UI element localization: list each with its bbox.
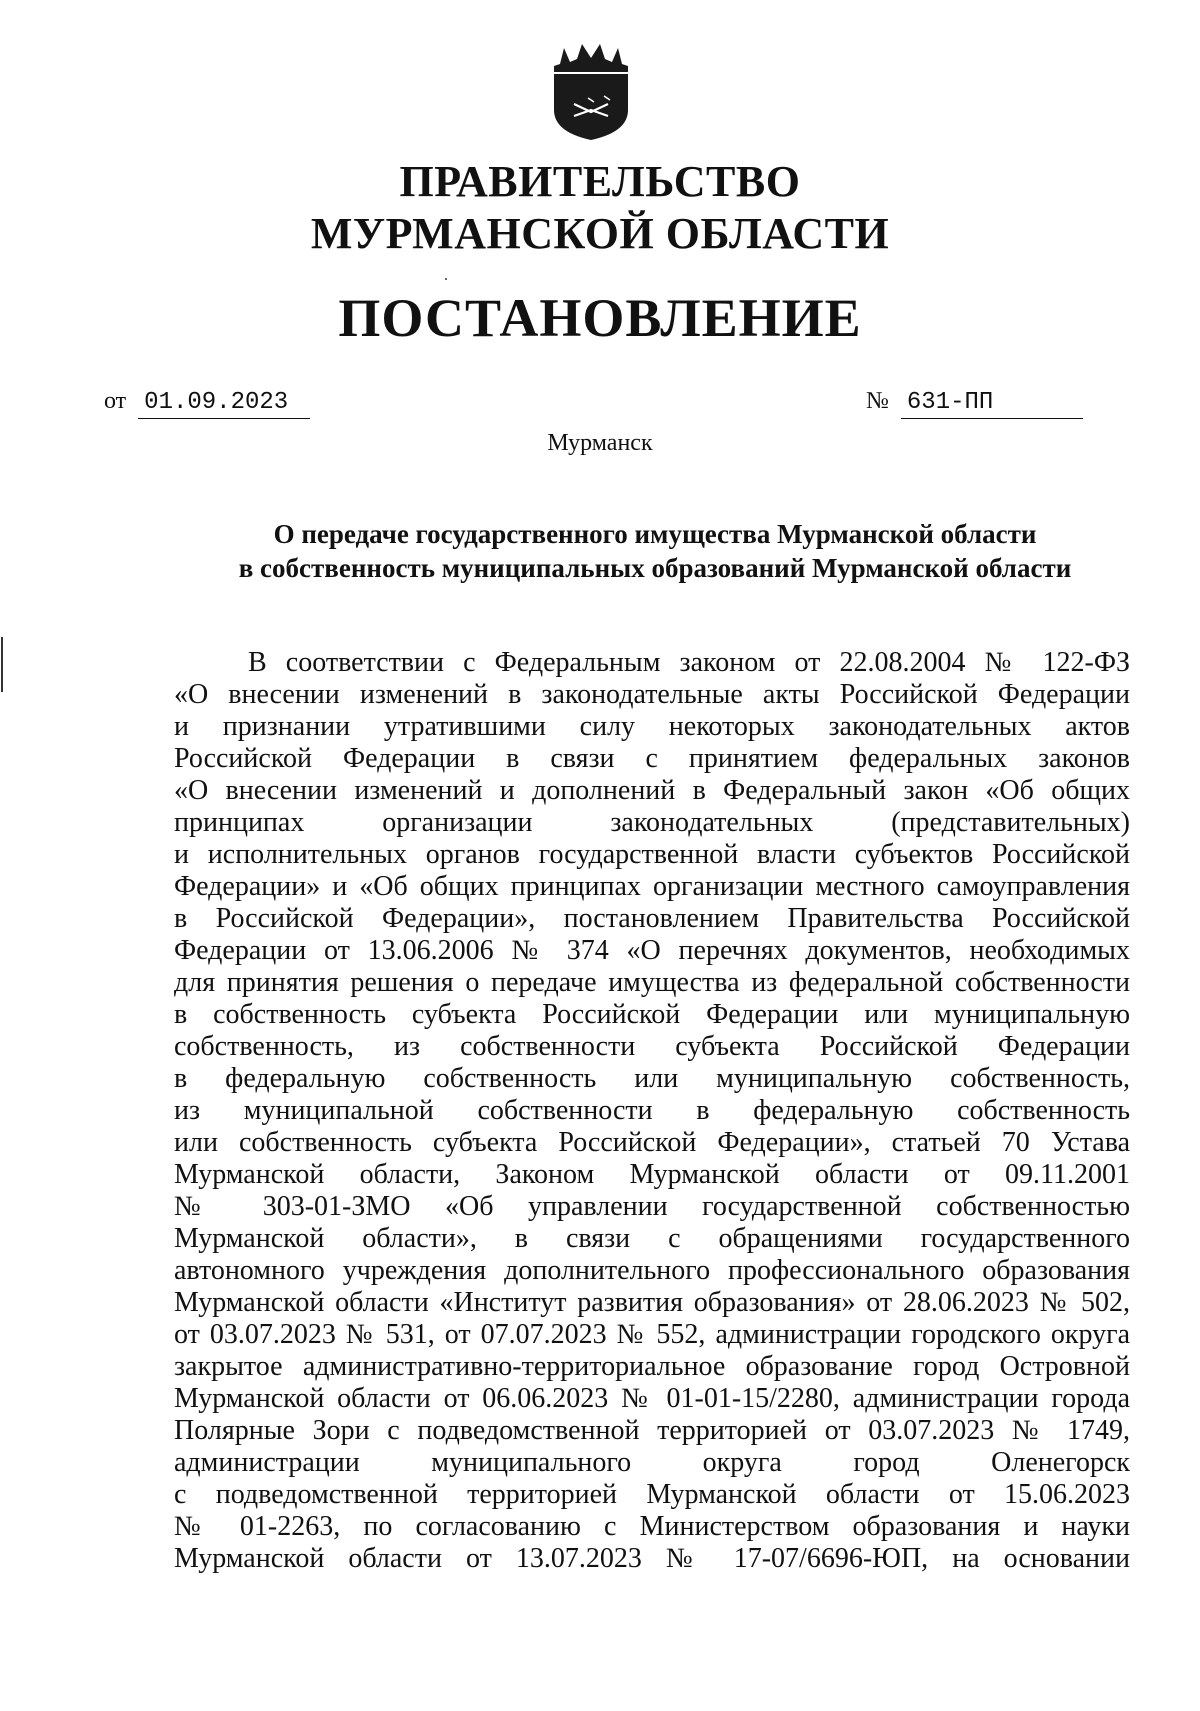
body-line: Федерации» и «Об общих принципах организации местного самоуправления: [174, 871, 1130, 902]
number-field: [866, 386, 1083, 419]
date-label: от: [104, 388, 127, 414]
body-line: в федеральную собственность или муниципальную собственность,: [174, 1063, 1130, 1094]
body-line: Мурманской области от 13.07.2023 № 17-07/6696-ЮП, на основании: [174, 1543, 1130, 1574]
body-line: Мурманской области», в связи с обращениями государственного: [174, 1223, 1130, 1254]
body-line: Российской Федерации в связи с принятием федеральных законов: [174, 743, 1130, 774]
body-line: принципах организации законодательных (представительных): [174, 807, 1130, 838]
body-line: или собственность субъекта Российской Федерации», статьей 70 Устава: [174, 1127, 1130, 1158]
body-line: «О внесении изменений в законодательные акты Российской Федерации: [174, 679, 1130, 710]
coat-of-arms-icon: [546, 32, 636, 142]
body-line: в собственность субъекта Российской Федерации или муниципальную: [174, 999, 1130, 1030]
body-line: «О внесении изменений и дополнений в Федеральный закон «Об общих: [174, 775, 1130, 806]
body-line: автономного учреждения дополнительного профессионального образования: [174, 1255, 1130, 1286]
organization-name-line1: ПРАВИТЕЛЬСТВО: [399, 157, 801, 206]
body-line: № 01-2263, по согласованию с Министерством образования и науки: [174, 1511, 1130, 1542]
body-line: в Российской Федерации», постановлением Правительства Российской: [174, 903, 1130, 934]
body-line: администрации муниципального округа город Оленегорск: [174, 1447, 1130, 1478]
body-line: Мурманской области «Институт развития образования» от 28.06.2023 № 502,: [174, 1287, 1130, 1318]
body-line: собственность, из собственности субъекта Российской Федерации: [174, 1031, 1130, 1062]
document-type: ПОСТАНОВЛЕНИЕ: [338, 288, 862, 348]
body-line: из муниципальной собственности в федеральную собственность: [174, 1095, 1130, 1126]
title-line: О передаче государственного имущества Мурманской области: [273, 519, 1037, 549]
body-line: Федерации от 13.06.2006 № 374 «О перечнях документов, необходимых: [174, 935, 1130, 966]
date-value: 01.09.2023: [138, 388, 310, 419]
title-line: в собственность муниципальных образований Мурманской области: [238, 553, 1072, 583]
organization-name-line2: МУРМАНСКОЙ ОБЛАСТИ: [310, 209, 890, 258]
margin-mark: [1, 637, 3, 692]
document-title: [180, 517, 1130, 585]
body-line: закрытое административно-территориальное образование город Островной: [174, 1351, 1130, 1382]
date-field: [104, 386, 310, 419]
scan-artifact: [445, 278, 447, 280]
body-line: Полярные Зори с подведомственной территорией от 03.07.2023 № 1749,: [174, 1415, 1130, 1446]
number-label: №: [866, 388, 889, 414]
body-line: с подведомственной территорией Мурманской области от 15.06.2023: [174, 1479, 1130, 1510]
body-line: и признании утратившими силу некоторых законодательных актов: [174, 711, 1130, 742]
body-line: от 03.07.2023 № 531, от 07.07.2023 № 552, администрации городского округа: [174, 1319, 1130, 1350]
body-line: для принятия решения о передаче имущества из федеральной собственности: [174, 967, 1130, 998]
number-value: 631-ПП: [901, 388, 1083, 419]
body-line: Мурманской области, Законом Мурманской области от 09.11.2001: [174, 1159, 1130, 1190]
body-line: Мурманской области от 06.06.2023 № 01-01-15/2280, администрации города: [174, 1383, 1130, 1414]
body-line: и исполнительных органов государственной власти субъектов Российской: [174, 839, 1130, 870]
body-line: В соответствии с Федеральным законом от 22.08.2004 № 122-ФЗ: [248, 647, 1130, 678]
body-paragraph: [174, 647, 1130, 1575]
body-line: № 303-01-ЗМО «Об управлении государственной собственностью: [174, 1191, 1130, 1222]
city: Мурманск: [547, 430, 653, 456]
